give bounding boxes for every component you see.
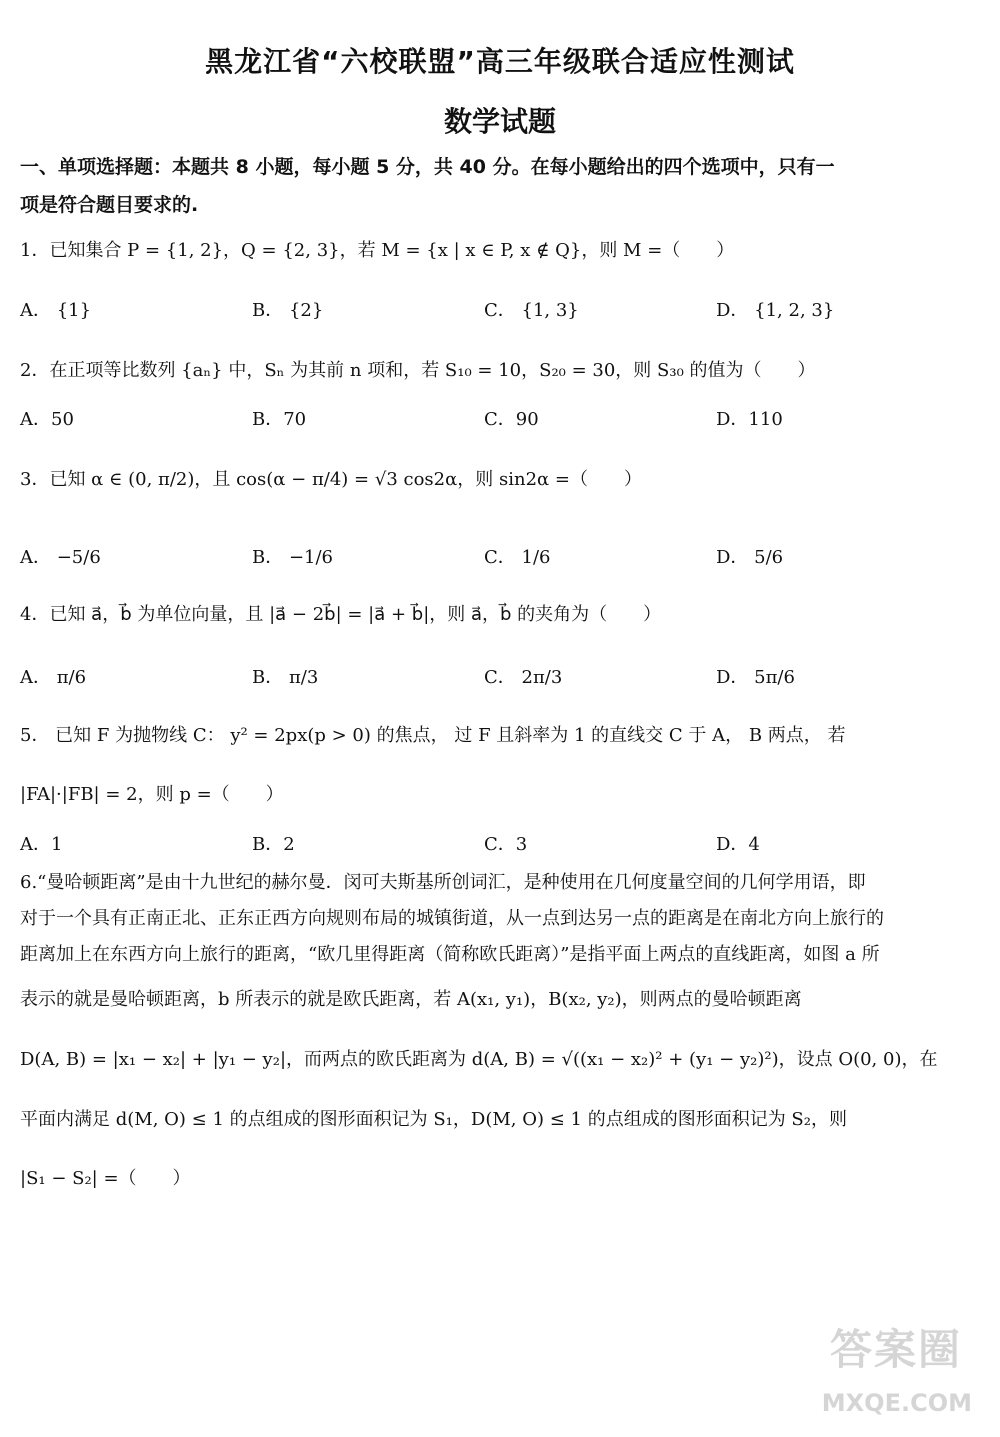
question-4-option-c: C． 2π/3 (484, 667, 563, 688)
question-5-option-b: B．2 (252, 834, 295, 855)
watermark-logo-text: 答案圈 (829, 1325, 962, 1374)
question-2-option-b: B．70 (252, 409, 307, 430)
question-3-option-c: C． 1/6 (484, 547, 551, 568)
question-1-stem: 1．已知集合 P = {1, 2}，Q = {2, 3}，若 M = {x | x ∈ P, x ∉ Q}，则 M =（ ） (20, 240, 735, 261)
question-4-option-d: D． 5π/6 (716, 667, 795, 688)
question-5-option-a: A．1 (20, 834, 63, 855)
exam-title: 黑龙江省“六校联盟”高三年级联合适应性测试 (205, 45, 795, 78)
question-3-option-d: D． 5/6 (716, 547, 784, 568)
question-1-option-c: C． {1, 3} (484, 300, 579, 321)
question-6-line-7: |S₁ − S₂| =（ ） (20, 1168, 191, 1189)
question-4-option-b: B． π/3 (252, 667, 319, 688)
question-5-stem: 5． 已知 F 为抛物线 C： y² = 2px(p > 0) 的焦点， 过 F 且斜率为 1 的直线交 C 于 A， B 两点， 若 (20, 725, 846, 746)
question-6-line-5: D(A, B) = |x₁ − x₂| + |y₁ − y₂|，而两点的欧氏距离为 d(A, B) = √((x₁ − x₂)² + (y₁ − y₂)²)，设点 O(0, 0)，在 (20, 1049, 938, 1070)
question-2-stem: 2．在正项等比数列 {aₙ} 中，Sₙ 为其前 n 项和，若 S₁₀ = 10，S₂₀ = 30，则 S₃₀ 的值为（ ） (20, 360, 816, 381)
question-3-stem: 3．已知 α ∈ (0, π/2)，且 cos(α − π/4) = √3 cos2α，则 sin2α =（ ） (20, 469, 642, 490)
question-3-option-b: B． −1/6 (252, 547, 333, 568)
section-instructions-line2: 项是符合题目要求的. (20, 194, 199, 216)
question-5-stem-continued: |FA|·|FB| = 2，则 p =（ ） (20, 784, 284, 805)
section-instructions-line1: 一、单项选择题：本题共 8 小题，每小题 5 分，共 40 分。在每小题给出的四个选项中，只有一 (20, 156, 835, 178)
question-1-option-d: D． {1, 2, 3} (716, 300, 835, 321)
question-2-option-c: C．90 (484, 409, 539, 430)
exam-subtitle: 数学试题 (443, 105, 556, 138)
question-6-line-6: 平面内满足 d(M, O) ≤ 1 的点组成的图形面积记为 S₁，D(M, O) ≤ 1 的点组成的图形面积记为 S₂，则 (20, 1109, 847, 1130)
question-2-option-d: D．110 (716, 409, 783, 430)
question-1-option-a: A． {1} (20, 300, 92, 321)
question-6-line-4: 表示的就是曼哈顿距离，b 所表示的就是欧氏距离，若 A(x₁, y₁)，B(x₂, y₂)，则两点的曼哈顿距离 (20, 989, 802, 1010)
question-4-option-a: A． π/6 (20, 667, 87, 688)
question-2-option-a: A．50 (20, 409, 74, 430)
watermark-url: MXQE.COM (821, 1389, 972, 1417)
question-5-option-d: D．4 (716, 834, 760, 855)
question-1-option-b: B． {2} (252, 300, 324, 321)
question-4-stem: 4．已知 a⃗，b⃗ 为单位向量，且 |a⃗ − 2b⃗| = |a⃗ + b⃗|，则 a⃗，b⃗ 的夹角为（ ） (20, 604, 662, 625)
question-5-option-c: C．3 (484, 834, 528, 855)
site-watermark (782, 1325, 972, 1417)
question-6-line-1: 6.“曼哈顿距离”是由十九世纪的赫尔曼．闵可夫斯基所创词汇，是种使用在几何度量空间的几何学用语，即 (20, 872, 866, 893)
question-6-line-3: 距离加上在东西方向上旅行的距离，“欧几里得距离（简称欧氏距离）”是指平面上两点的直线距离，如图 a 所 (20, 944, 880, 965)
question-3-option-a: A． −5/6 (20, 547, 101, 568)
question-6-line-2: 对于一个具有正南正北、正东正西方向规则布局的城镇街道，从一点到达另一点的距离是在南北方向上旅行的 (20, 908, 884, 929)
